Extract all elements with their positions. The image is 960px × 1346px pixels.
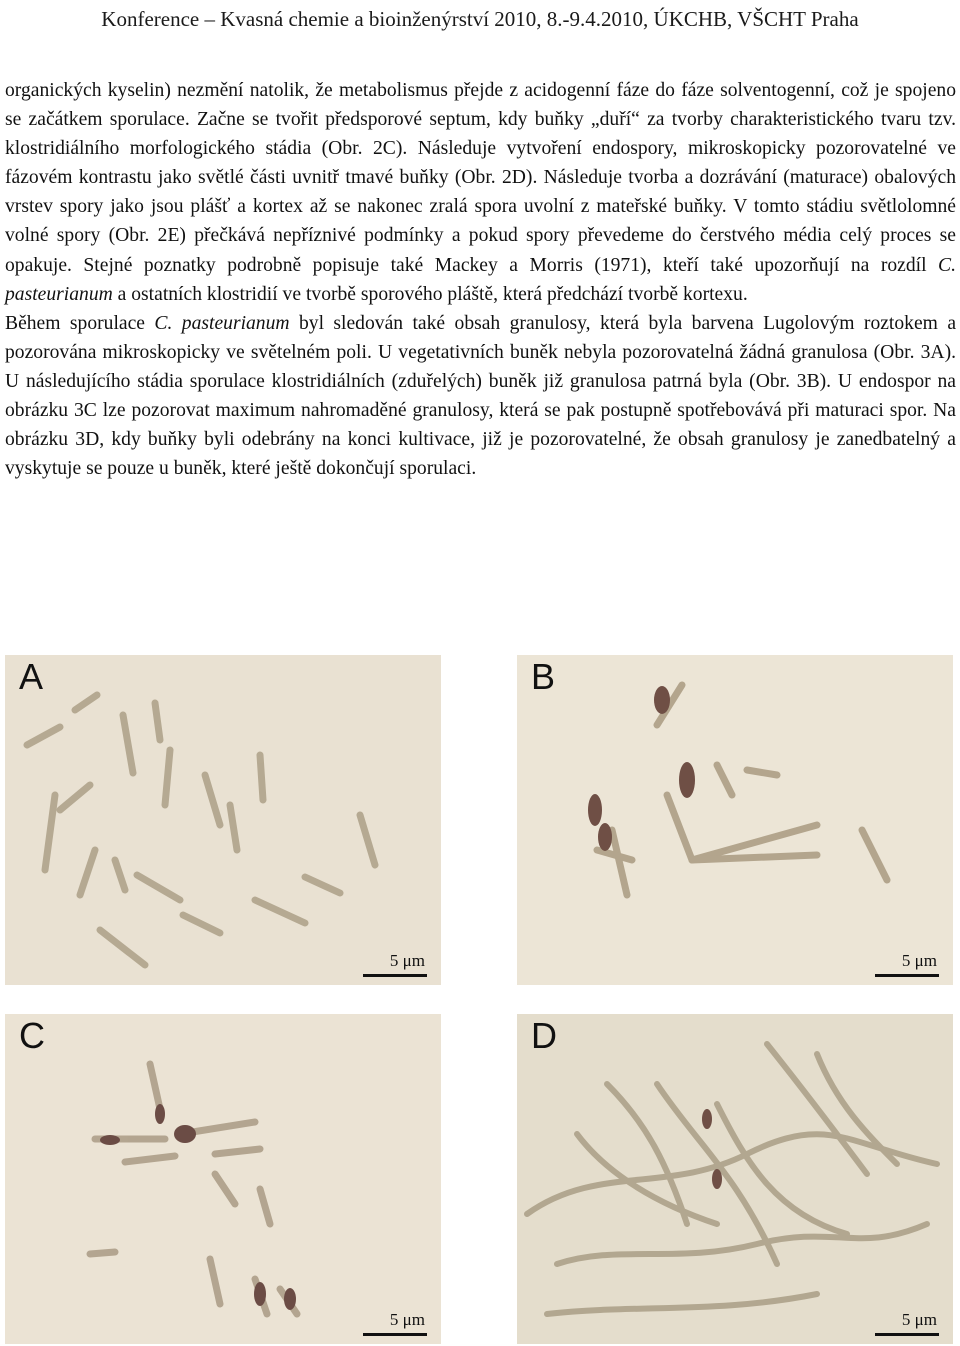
body-text: [5, 76, 956, 483]
figure-letter: C: [19, 1015, 45, 1056]
scale-bar: [363, 974, 427, 977]
scale-bar: [875, 1333, 939, 1336]
micrograph-a: [5, 655, 441, 985]
figure-letter: D: [531, 1015, 557, 1056]
figure-letter: B: [531, 656, 556, 697]
scale-label: 5 μm: [901, 1310, 937, 1329]
species-name: C. pasteurianum: [154, 312, 290, 334]
paragraph-1-text-b: a ostatních klostridií ve tvorbě sporového pláště, která předchází tvorbě kortexu.: [112, 283, 748, 305]
micrograph-c-cells: [5, 1014, 441, 1344]
paragraph-2: [5, 309, 956, 484]
figure-letter: A: [19, 656, 44, 697]
paragraph-2-text-a: Během sporulace: [5, 312, 155, 334]
micrograph-d: [517, 1014, 953, 1344]
scale-bar: [875, 974, 939, 977]
scale-label: 5 μm: [389, 951, 425, 970]
paragraph-2-text-b: byl sledován také obsah granulosy, která byla barvena Lugolovým roztokem a pozorována mikroskopicky ve světelném poli. U vegetativních buněk nebyla pozorovatelná žádná granulosa (Obr. 3A). U následujícího stádia sporulace klostridiálních (zduřelých) buněk již granulosa patrná byla (Obr. 3B). U endospor na obrázku 3C lze pozorovat maximum nahromaděné granulosy, která se pak postupně spotřebovává při maturaci spor. Na obrázku 3D, kdy buňky byli odebrány na konci kultivace, již je pozorovatelné, že obsah granulosy je zanedbatelný a vyskytuje se pouze u buněk, které ještě dokončují sporulaci.: [5, 312, 957, 480]
scale-bar: [363, 1333, 427, 1336]
micrograph-b-cells: [517, 655, 953, 985]
scale-label: 5 μm: [389, 1310, 425, 1329]
paragraph-1: [5, 76, 956, 309]
micrograph-b: [517, 655, 953, 985]
scale-label: 5 μm: [901, 951, 937, 970]
micrograph-d-cells: [517, 1014, 953, 1344]
running-header: Konference – Kvasná chemie a bioinženýrství 2010, 8.-9.4.2010, ÚKCHB, VŠCHT Praha: [101, 7, 859, 31]
species-name: C. pasteurianum: [5, 254, 956, 305]
paragraph-1-text-a: organických kyselin) nezmění natolik, že metabolismus přejde z acidogenní fáze do fáze solventogenní, což je spojeno se začátkem sporulace. Začne se tvořit předsporové septum, kdy buňky „duří“ za tvorby charakteristického tvaru tzv. klostridiálního morfologického stádia (Obr. 2C). Následuje vytvoření endospory, mikroskopicky pozorovatelné ve fázovém kontrastu jako světlé části uvnitř tmavé buňky (Obr. 2D). Následuje tvorba a dozrávání (maturace) obalových vrstev spory jako jsou plášť a kortex až se nakonec zralá spora uvolní z mateřské buňky. V tomto stádiu světlolomné volné spory (Obr. 2E) přečkává nepříznivé podmínky a pokud spory převedeme do čerstvého média celý proces se opakuje. Stejné poznatky podrobně popisuje také Mackey a Morris (1971), kteří také upozorňují na rozdíl: [5, 80, 956, 276]
micrograph-a-cells: [5, 655, 441, 985]
micrograph-c: [5, 1014, 441, 1344]
